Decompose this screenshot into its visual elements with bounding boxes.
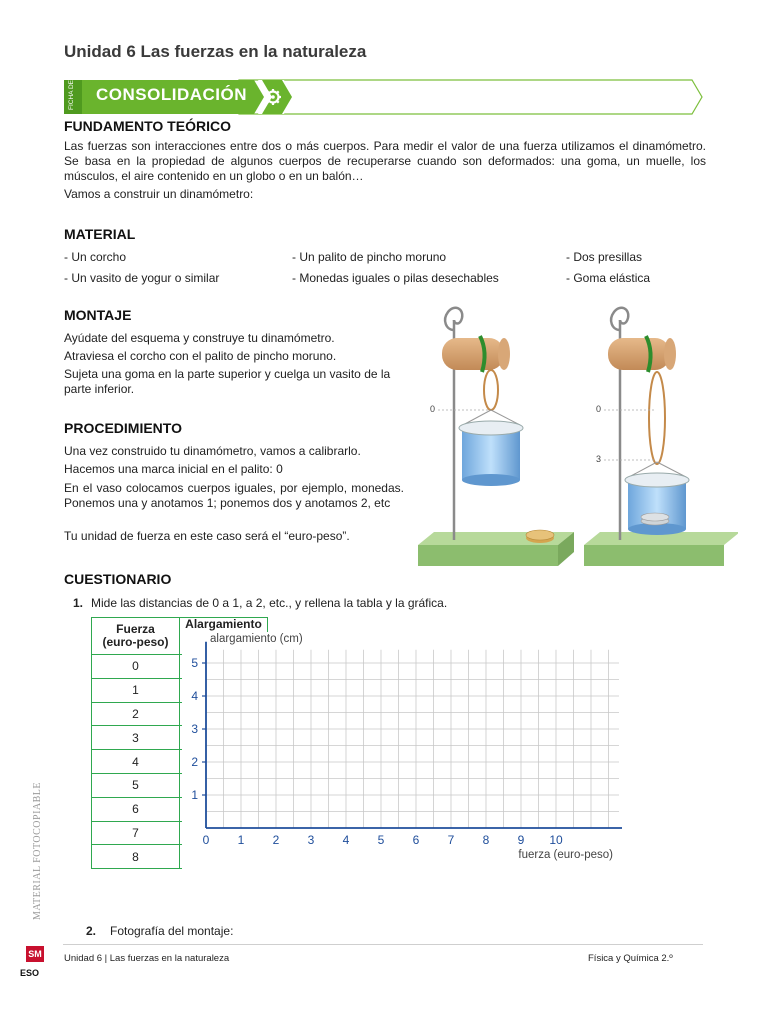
banner-title: CONSOLIDACIÓN xyxy=(96,85,247,104)
cuestionario-heading: CUESTIONARIO xyxy=(64,571,172,587)
table-header: Fuerza (euro-peso) xyxy=(92,618,180,655)
material-heading: MATERIAL xyxy=(64,226,136,242)
question-number: 1. xyxy=(73,596,84,610)
x-tick-label: 7 xyxy=(447,833,455,847)
unit-title: Unidad 6 Las fuerzas en la naturaleza xyxy=(64,42,367,61)
mark-label: 3 xyxy=(596,454,602,464)
table-cell: 5 xyxy=(92,773,180,797)
table-cell: 7 xyxy=(92,821,180,845)
table-header: Alargamiento xyxy=(180,618,268,655)
mark-label: 0 xyxy=(596,404,602,414)
question-text: Mide las distancias de 0 a 1, a 2, etc., y rellena la tabla y la gráfica. xyxy=(91,596,448,610)
table-cell: 0 xyxy=(92,655,180,679)
banner-tag: FICHA DE xyxy=(68,80,75,110)
x-tick-label: 1 xyxy=(237,833,245,847)
material-item: - Un palito de pincho moruno xyxy=(292,250,447,264)
y-tick-label: 2 xyxy=(191,755,198,769)
table-cell: 3 xyxy=(92,726,180,750)
eso-label: ESO xyxy=(20,968,40,978)
procedimiento-line: Una vez construido tu dinamómetro, vamos a calibrarlo. xyxy=(64,444,361,458)
fundamento-heading: FUNDAMENTO TEÓRICO xyxy=(64,118,231,134)
y-axis-label: alargamiento (cm) xyxy=(210,632,303,645)
mark-label: 0 xyxy=(430,404,436,414)
side-watermark: MATERIAL FOTOCOPIABLE xyxy=(32,781,43,920)
question-text: Fotografía del montaje: xyxy=(110,924,234,938)
footer-left: Unidad 6 | Las fuerzas en la naturaleza xyxy=(64,953,230,964)
x-axis-label: fuerza (euro-peso) xyxy=(518,849,613,861)
table-cell: 4 xyxy=(92,750,180,774)
y-tick-label: 3 xyxy=(191,722,198,736)
montaje-line: Atraviesa el corcho con el palito de pincho moruno. xyxy=(64,349,337,363)
graph-grid[interactable] xyxy=(182,632,622,872)
table-cell: 8 xyxy=(92,845,180,869)
material-item: - Un vasito de yogur o similar xyxy=(64,271,220,285)
material-item: - Monedas iguales o pilas desechables xyxy=(292,271,499,285)
sm-logo: SM xyxy=(26,946,44,962)
fundamento-paragraph: Las fuerzas son interacciones entre dos o más cuerpos. Para medir el valor de una fuerza utilizamos el dinamómetro. Se basa en la propiedad de algunos cuerpos de recuperarse cuando son deformados: una goma, un muelle, los músculos, el aire contenido en un globo o en un balón… xyxy=(64,139,706,183)
x-tick-label: 5 xyxy=(377,833,385,847)
procedimiento-line: Hacemos una marca inicial en el palito: 0 xyxy=(64,462,283,476)
x-tick-label: 0 xyxy=(202,833,210,847)
consolidacion-banner xyxy=(64,76,704,118)
x-tick-label: 4 xyxy=(342,833,350,847)
procedimiento-line: Tu unidad de fuerza en este caso será el “euro-peso”. xyxy=(64,529,350,543)
montaje-line: Ayúdate del esquema y construye tu dinamómetro. xyxy=(64,331,335,345)
dynamometer-illustration xyxy=(418,300,738,570)
y-tick-label: 1 xyxy=(191,788,198,802)
material-item: - Dos presillas xyxy=(566,250,643,264)
material-item: - Un corcho xyxy=(64,250,127,264)
procedimiento-heading: PROCEDIMIENTO xyxy=(64,420,182,436)
x-tick-label: 6 xyxy=(412,833,420,847)
question-number: 2. xyxy=(86,924,97,938)
footer-divider xyxy=(63,944,703,945)
table-cell: 1 xyxy=(92,678,180,702)
montaje-heading: MONTAJE xyxy=(64,307,132,323)
material-item: - Goma elástica xyxy=(566,271,651,285)
y-tick-label: 5 xyxy=(191,656,198,670)
gear-icon xyxy=(265,89,281,105)
x-tick-label: 9 xyxy=(517,833,525,847)
table-cell: 2 xyxy=(92,702,180,726)
table-cell: 6 xyxy=(92,797,180,821)
footer-right: Física y Química 2.º xyxy=(588,953,673,964)
x-tick-label: 2 xyxy=(272,833,280,847)
x-tick-label: 8 xyxy=(482,833,490,847)
x-tick-label: 3 xyxy=(307,833,315,847)
y-tick-label: 4 xyxy=(191,689,198,703)
x-tick-label: 10 xyxy=(549,833,563,847)
procedimiento-line: En el vaso colocamos cuerpos iguales, por ejemplo, monedas. Ponemos una y anotamos 1; ponemos dos y anotamos 2, etc xyxy=(64,481,404,510)
montaje-line: Sujeta una goma en la parte superior y cuelga un vasito de la parte inferior. xyxy=(64,367,391,396)
fundamento-intro: Vamos a construir un dinamómetro: xyxy=(64,187,254,201)
